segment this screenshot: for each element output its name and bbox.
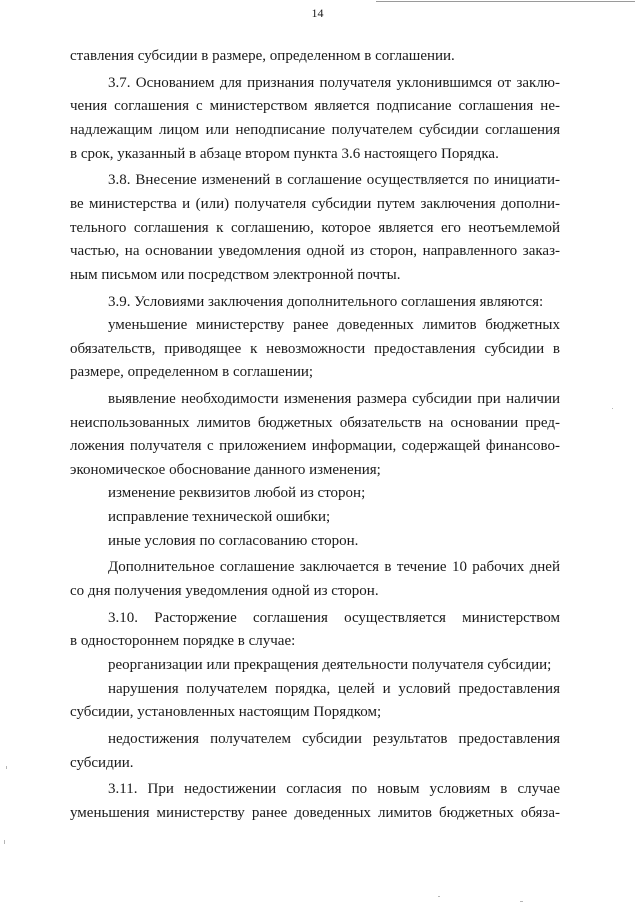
text-line: 3.7. Основанием для признания получателя уклонившимся от заклю- bbox=[108, 74, 560, 91]
text-line: субсидии. bbox=[70, 754, 134, 771]
scan-speck bbox=[612, 408, 613, 409]
text-line: ставления субсидии в размере, определенном в соглашении. bbox=[70, 48, 455, 64]
text-line: реорганизации или прекращения деятельности получателя субсидии; bbox=[108, 656, 552, 673]
text-line: уменьшения министерству ранее доведенных лимитов бюджетных обяза- bbox=[70, 804, 560, 821]
text-line: Дополнительное соглашение заключается в течение 10 рабочих дней bbox=[108, 559, 560, 576]
text-line: неиспользованных лимитов бюджетных обязательств на основании пред- bbox=[70, 414, 560, 431]
text-line: субсидии, установленных настоящим Порядком; bbox=[70, 704, 382, 721]
text-line: выявление необходимости изменения размера субсидии при наличии bbox=[108, 391, 560, 408]
text-line: размере, определенном в соглашении; bbox=[70, 364, 314, 381]
text-line: иные условия по согласованию сторон. bbox=[108, 532, 359, 549]
text-line: ве министерства и (или) получателя субсидии путем заключения дополни- bbox=[70, 195, 560, 212]
text-line: чения соглашения с министерством является подписание соглашения не- bbox=[70, 98, 560, 115]
scan-speck bbox=[4, 840, 5, 844]
text-line: ным письмом или посредством электронной почты. bbox=[70, 266, 401, 283]
text-line: изменение реквизитов любой из сторон; bbox=[108, 485, 366, 502]
text-line: тельного соглашения к соглашению, которое является его неотъемлемой bbox=[70, 219, 560, 236]
scan-speck bbox=[438, 896, 440, 897]
text-line: уменьшение министерству ранее доведенных лимитов бюджетных bbox=[108, 317, 560, 334]
text-block bbox=[70, 45, 560, 826]
text-line: 3.9. Условиями заключения дополнительного соглашения являются: bbox=[108, 293, 544, 310]
text-line: надлежащим лицом или неподписание получателем субсидии соглашения bbox=[70, 121, 560, 138]
scan-speck bbox=[6, 766, 7, 769]
text-line: со дня получения уведомления одной из сторон. bbox=[70, 583, 379, 599]
text-line: экономическое обоснование данного изменения; bbox=[70, 461, 381, 478]
text-line: исправление технической ошибки; bbox=[108, 509, 331, 526]
text-line: недостижения получателем субсидии результатов предоставления bbox=[108, 730, 560, 747]
text-line: в срок, указанный в абзаце втором пункта 3.6 настоящего Порядка. bbox=[70, 145, 499, 162]
scan-speck bbox=[520, 901, 523, 902]
page-number: 14 bbox=[311, 6, 324, 20]
text-line: ложения получателя с приложением информации, содержащей финансово- bbox=[70, 438, 560, 455]
top-rule bbox=[376, 1, 635, 2]
text-line: частью, на основании уведомления одной из сторон, направленного заказ- bbox=[70, 243, 560, 260]
text-line: 3.11. При недостижении согласия по новым условиям в случае bbox=[108, 781, 560, 798]
text-line: обязательств, приводящее к невозможности предоставления субсидии в bbox=[70, 340, 560, 357]
text-line: 3.8. Внесение изменений в соглашение осуществляется по инициати- bbox=[108, 172, 560, 189]
text-line: 3.10. Расторжение соглашения осуществляется министерством bbox=[108, 609, 560, 626]
text-line: в одностороннем порядке в случае: bbox=[70, 633, 296, 650]
text-line: нарушения получателем порядка, целей и условий предоставления bbox=[108, 680, 560, 697]
